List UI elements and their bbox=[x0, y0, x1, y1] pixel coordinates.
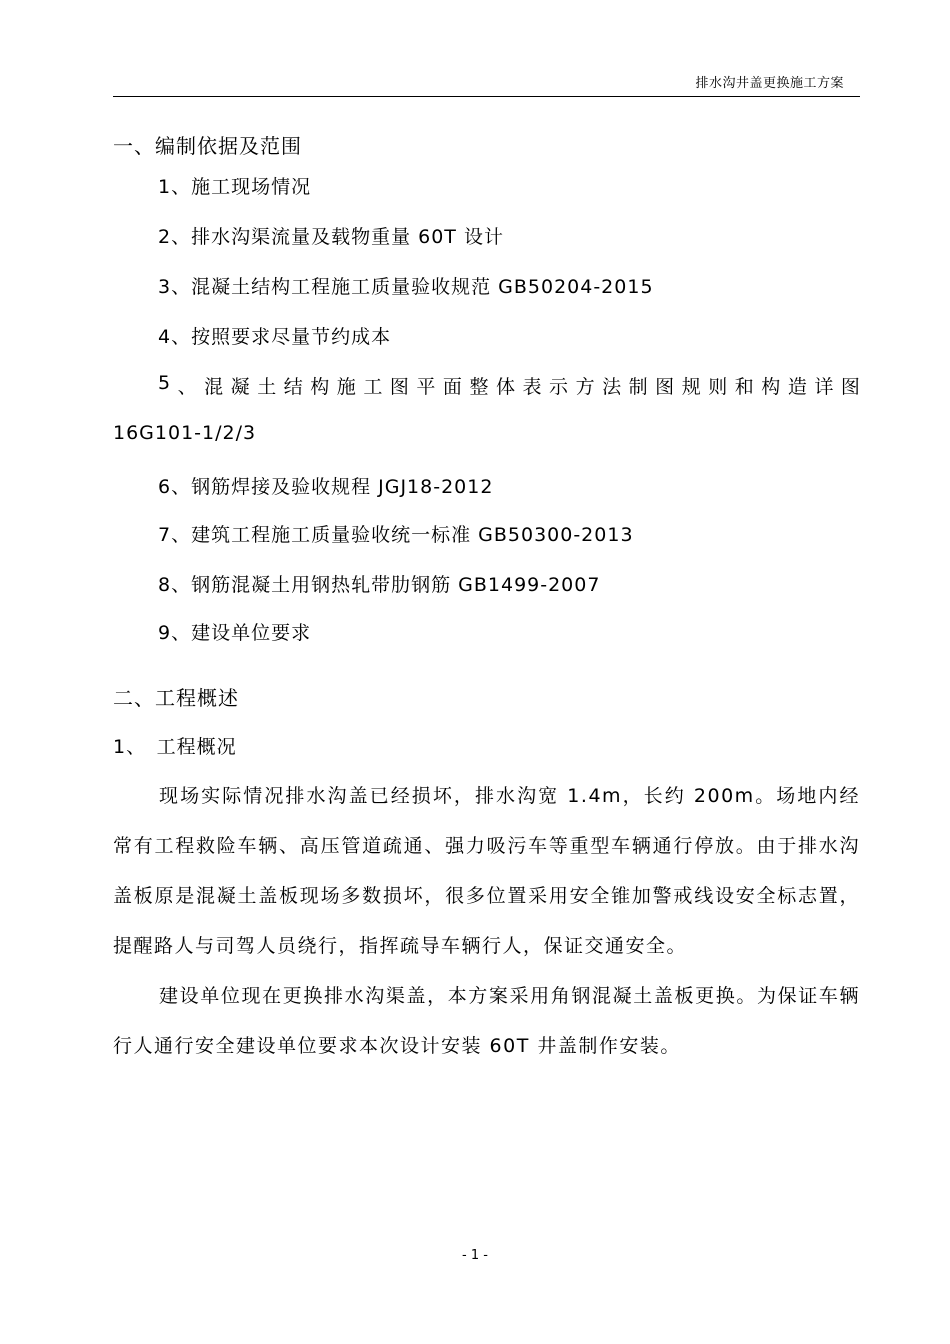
list-item bbox=[158, 372, 860, 399]
list-item: 2、排水沟渠流量及载物重量 60T 设计 bbox=[158, 226, 504, 248]
list-item: 1、施工现场情况 bbox=[158, 176, 312, 198]
list-item-glyph: 整 bbox=[469, 376, 489, 398]
list-item-glyph: 图 bbox=[655, 376, 675, 398]
list-item-glyph: 图 bbox=[840, 376, 860, 398]
list-item-glyph: 示 bbox=[549, 376, 569, 398]
section-heading: 二、工程概述 bbox=[113, 686, 239, 710]
list-item: 9、建设单位要求 bbox=[158, 622, 312, 644]
header-divider bbox=[113, 96, 860, 97]
section-heading: 一、编制依据及范围 bbox=[113, 134, 302, 158]
list-item-glyph: 凝 bbox=[230, 376, 250, 398]
list-item-glyph: 体 bbox=[495, 376, 515, 398]
list-item: 4、按照要求尽量节约成本 bbox=[158, 326, 392, 348]
subsection-heading: 1、 工程概况 bbox=[113, 736, 237, 758]
list-item-glyph: 施 bbox=[336, 376, 356, 398]
list-item-glyph: 规 bbox=[681, 376, 701, 398]
list-item-glyph: 工 bbox=[363, 376, 383, 398]
list-item-glyph: 构 bbox=[761, 376, 781, 398]
list-item-glyph: 、 bbox=[177, 376, 197, 398]
list-item: 6、钢筋焊接及验收规程 JGJ18-2012 bbox=[158, 476, 494, 498]
list-item-glyph: 制 bbox=[628, 376, 648, 398]
body-paragraph: 建设单位现在更换排水沟渠盖，本方案采用角钢混凝土盖板更换。为保证车辆行人通行安全建设单位要求本次设计安装 60T 井盖制作安装。 bbox=[113, 985, 860, 1057]
list-item-glyph: 图 bbox=[389, 376, 409, 398]
list-item-glyph: 土 bbox=[257, 376, 277, 398]
list-item-glyph: 结 bbox=[283, 376, 303, 398]
body-paragraph: 现场实际情况排水沟盖已经损坏，排水沟宽 1.4m，长约 200m。场地内经常有工程救险车辆、高压管道疏通、强力吸污车等重型车辆通行停放。由于排水沟盖板原是混凝土盖板现场多数损坏，很多位置采用安全锥加警戒线设安全标志置，提醒路人与司驾人员绕行，指挥疏导车辆行人，保证交通安全。 bbox=[113, 785, 860, 957]
list-item-glyph: 法 bbox=[602, 376, 622, 398]
header-title: 排水沟井盖更换施工方案 bbox=[695, 76, 844, 91]
list-item-glyph: 表 bbox=[522, 376, 542, 398]
list-item-continuation: 16G101-1/2/3 bbox=[113, 422, 257, 444]
list-item: 8、钢筋混凝土用钢热轧带肋钢筋 GB1499-2007 bbox=[158, 574, 601, 596]
list-item-glyph: 面 bbox=[442, 376, 462, 398]
list-item-glyph: 平 bbox=[416, 376, 436, 398]
list-item: 7、建筑工程施工质量验收统一标准 GB50300-2013 bbox=[158, 524, 634, 546]
list-item-glyph: 造 bbox=[787, 376, 807, 398]
list-item-glyph: 详 bbox=[814, 376, 834, 398]
list-item-glyph: 和 bbox=[734, 376, 754, 398]
list-item-glyph: 混 bbox=[204, 376, 224, 398]
list-item-glyph: 5 bbox=[158, 372, 171, 394]
list-item: 3、混凝土结构工程施工质量验收规范 GB50204-2015 bbox=[158, 276, 654, 298]
list-item-glyph: 方 bbox=[575, 376, 595, 398]
list-item-glyph: 则 bbox=[708, 376, 728, 398]
list-item-glyph: 构 bbox=[310, 376, 330, 398]
page-number: - 1 - bbox=[462, 1248, 488, 1263]
